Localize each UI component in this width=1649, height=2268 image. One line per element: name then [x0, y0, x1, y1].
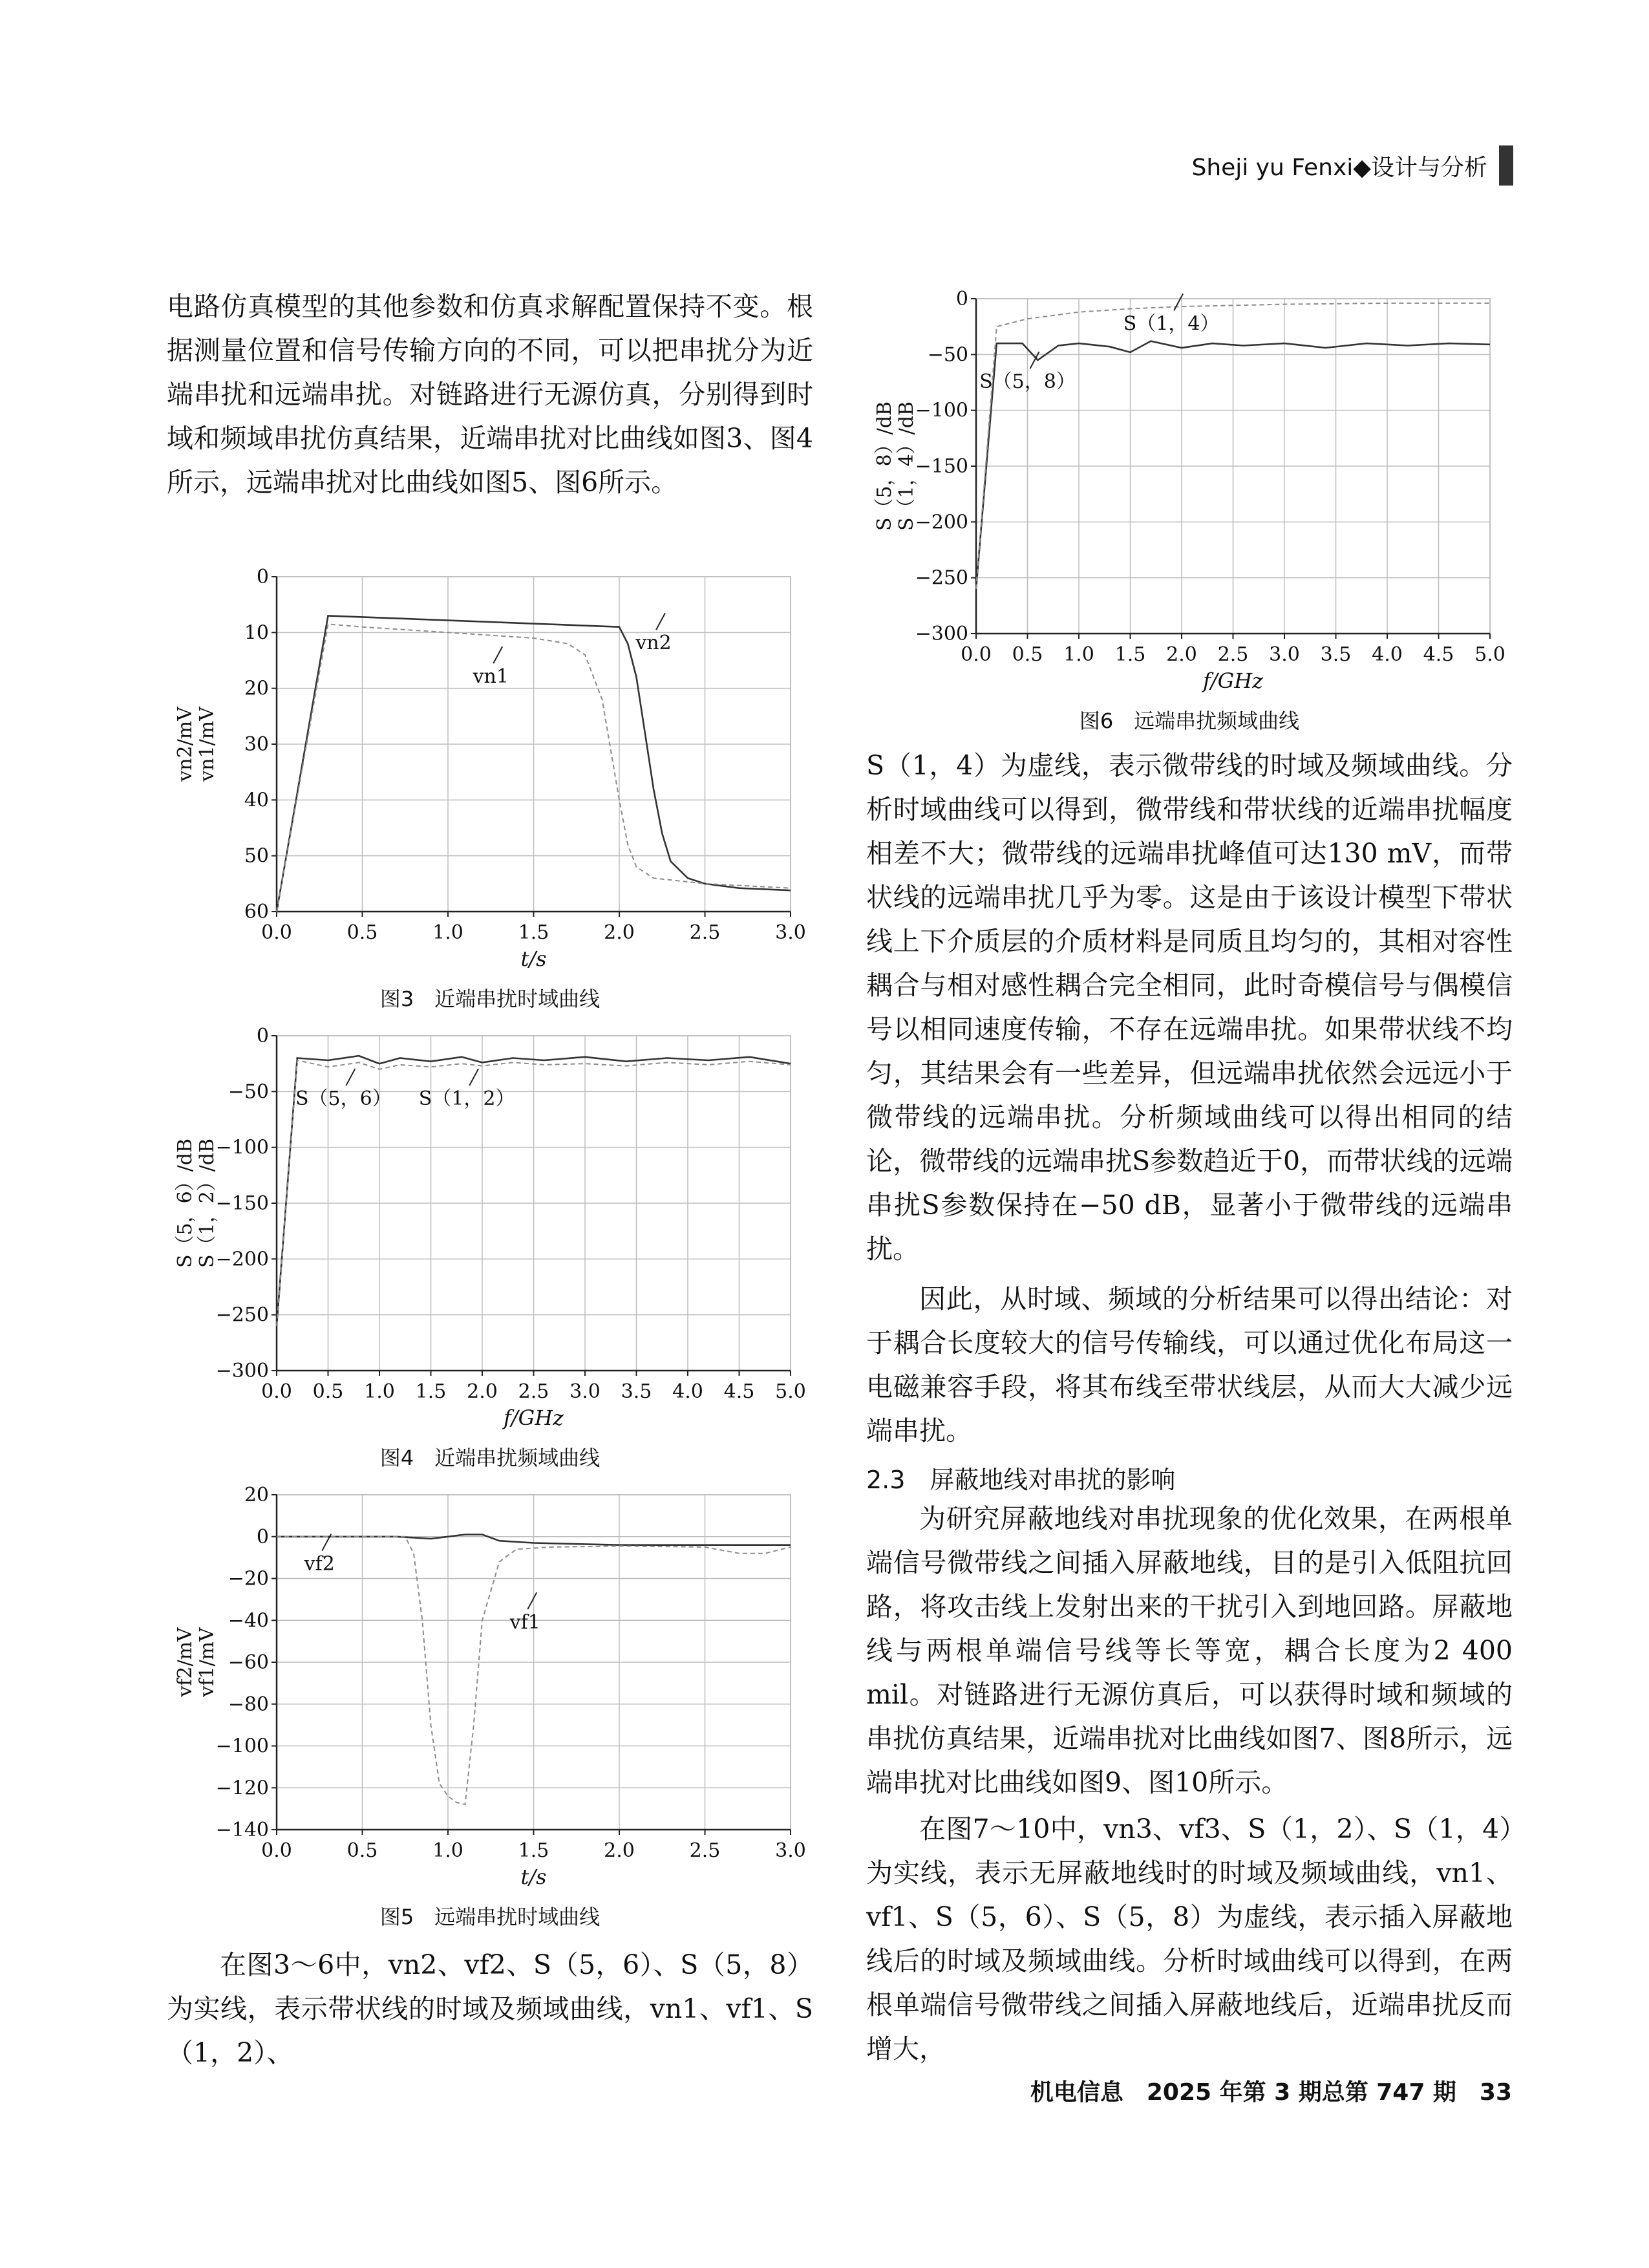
left-paragraph-2: 在图3～6中，vn2、vf2、S（5，6）、S（5，8）为实线，表示带状线的时域及频域曲线，vn1、vf1、S（1，2）、 [167, 1949, 813, 2068]
fig6-y-tick-label: −200 [915, 511, 968, 534]
fig3-x-tick-label: 2.0 [604, 921, 635, 944]
fig4-x-tick-label: 4.0 [672, 1380, 703, 1403]
fig3-y-tick-label: 40 [244, 789, 269, 812]
fig4-y-axis-label-2: S（1，2）/dB [196, 1138, 218, 1268]
fig5-y-tick-label: 0 [256, 1525, 269, 1548]
fig4-chart [167, 1022, 813, 1435]
fig5-y-tick-label: −40 [228, 1609, 269, 1632]
fig4-y-tick-label: −250 [215, 1303, 269, 1327]
fig3-y-tick-label: 30 [244, 733, 269, 756]
fig5-caption: 图5 远端串扰时域曲线 [379, 1905, 601, 1929]
fig6-y-axis-label-2: S（1，4）/dB [895, 401, 918, 531]
fig5-y-tick-label: 20 [244, 1484, 269, 1506]
running-title: Sheji yu Fenxi◆设计与分析 [1191, 154, 1487, 181]
fig4-x-axis-label: f/GHz [504, 1406, 564, 1430]
fig3-y-tick-label: 0 [256, 566, 269, 588]
fig6-curve-label-1: S（1，4） [1123, 312, 1220, 336]
fig4-x-tick-label: 5.0 [775, 1380, 806, 1403]
fig5-x-axis-label: t/s [520, 1865, 547, 1889]
fig3-x-axis-label: t/s [520, 947, 547, 971]
header-bar [1499, 145, 1513, 186]
fig4-caption: 图4 近端串扰频域曲线 [379, 1446, 601, 1470]
fig6-x-tick-label: 3.0 [1269, 643, 1300, 666]
fig6-x-tick-label: 4.0 [1372, 643, 1403, 666]
fig4-x-tick-label: 2.0 [467, 1380, 498, 1403]
fig5-x-tick-label: 2.5 [689, 1839, 721, 1862]
section-heading: 2.3 屏蔽地线对串扰的影响 [866, 1466, 1176, 1494]
right-paragraph-1: S（1，4）为虚线，表示微带线的时域及频域曲线。分析时域曲线可以得到，微带线和带状线的近端串扰幅度相差不大；微带线的远端串扰峰值可达130 mV，而带状线的远端串扰几乎为零。这是由于该设计模型下带状线上下介质层的介质材料是同质且均匀的，其相对容性耦合与相对感性耦合完全相同，此时奇模信号与偶模信号以相同速度传输，不存在远端串扰。如果带状线不均匀，其结果会有一些差异，但远端串扰依然会远远小于微带线的远端串扰。分析频域曲线可以得出相同的结论，微带线的远端串扰S参数趋近于0，而带状线的远端串扰S参数保持在−50 dB，显著小于微带线的远端串扰。 [866, 750, 1513, 1265]
right-paragraph-3: 为研究屏蔽地线对串扰现象的优化效果，在两根单端信号微带线之间插入屏蔽地线，目的是引入低阻抗回路，将攻击线上发射出来的干扰引入到地回路。屏蔽地线与两根单端信号线等长等宽，耦合长度为2 400 mil。对链路进行无源仿真后，可以获得时域和频域的串扰仿真结果，近端串扰对比曲线如图7、图8所示，远端串扰对比曲线如图9、图10所示。 [866, 1503, 1513, 1798]
fig5-curve-label-2: vf1 [509, 1611, 540, 1634]
fig6-x-axis-label: f/GHz [1203, 669, 1263, 693]
fig3-curve-label-2: vn2 [635, 632, 672, 655]
fig6-x-tick-label: 1.5 [1114, 643, 1146, 666]
fig6-y-tick-label: −250 [915, 566, 968, 590]
fig3-y-tick-label: 50 [244, 844, 269, 868]
fig6-y-tick-label: −100 [915, 399, 968, 422]
running-header [1191, 145, 1513, 186]
fig6-x-tick-label: 1.0 [1063, 643, 1094, 666]
fig5-x-tick-label: 0.0 [261, 1839, 292, 1862]
fig6-caption: 图6 远端串扰频域曲线 [1079, 709, 1300, 733]
fig3-x-tick-label: 0.5 [346, 921, 378, 944]
fig6-y-tick-label: −50 [927, 343, 968, 367]
fig6-x-tick-label: 2.0 [1166, 643, 1197, 666]
fig5-y-axis-label-1: vf2/mV [174, 1627, 197, 1697]
fig5-x-tick-label: 3.0 [775, 1839, 806, 1862]
fig4-x-tick-label: 3.0 [569, 1380, 601, 1403]
fig3-y-axis-label-2: vn1/mV [196, 707, 218, 782]
fig4-y-tick-label: −50 [228, 1080, 269, 1104]
fig5-x-tick-label: 1.0 [432, 1839, 463, 1862]
fig4-y-tick-label: −150 [215, 1192, 269, 1215]
fig6-y-tick-label: 0 [955, 288, 968, 310]
fig6-y-axis-label-1: S（5，8）/dB [873, 401, 896, 531]
fig3-curve-label-1: vn1 [473, 665, 509, 689]
fig5-x-tick-label: 1.5 [518, 1839, 549, 1862]
fig6-x-tick-label: 0.0 [961, 643, 992, 666]
fig5-curve-label-1: vf2 [304, 1552, 335, 1576]
fig6-curve-label-2: S（5，8） [979, 370, 1076, 394]
fig6-x-tick-label: 4.5 [1423, 643, 1454, 666]
fig6-chart [866, 284, 1513, 698]
fig3-y-axis-label-1: vn2/mV [174, 707, 197, 782]
fig5-x-tick-label: 0.5 [346, 1839, 378, 1862]
fig3-y-tick-label: 20 [244, 677, 269, 700]
fig4-x-tick-label: 4.5 [723, 1380, 755, 1403]
fig3-y-tick-label: 10 [244, 621, 269, 645]
fig5-y-axis-label-2: vf1/mV [196, 1627, 218, 1697]
fig4-y-axis-label-1: S（5，6）/dB [174, 1138, 197, 1268]
fig3-chart [167, 562, 813, 976]
fig4-y-tick-label: −100 [215, 1136, 269, 1159]
fig6-y-tick-label: −300 [915, 623, 968, 645]
fig6-y-tick-label: −150 [915, 455, 968, 478]
fig5-chart [167, 1481, 813, 1894]
fig4-x-tick-label: 1.5 [415, 1380, 447, 1403]
fig4-x-tick-label: 2.5 [518, 1380, 549, 1403]
fig5-y-tick-label: −20 [228, 1567, 269, 1590]
fig4-x-tick-label: 0.0 [261, 1380, 292, 1403]
fig5-y-tick-label: −120 [215, 1777, 269, 1800]
fig3-y-tick-label: 60 [244, 901, 269, 923]
fig3-x-tick-label: 0.0 [261, 921, 292, 944]
fig3-caption: 图3 近端串扰时域曲线 [379, 987, 601, 1011]
fig4-y-tick-label: 0 [256, 1025, 269, 1047]
fig5-y-tick-label: −100 [215, 1735, 269, 1758]
fig5-x-tick-label: 2.0 [604, 1839, 635, 1862]
fig6-x-tick-label: 0.5 [1012, 643, 1043, 666]
fig6-x-tick-label: 2.5 [1217, 643, 1249, 666]
fig3-x-tick-label: 3.0 [775, 921, 806, 944]
fig4-x-tick-label: 3.5 [621, 1380, 652, 1403]
left-paragraph-1: 电路仿真模型的其他参数和仿真求解配置保持不变。根据测量位置和信号传输方向的不同，可以把串扰分为近端串扰和远端串扰。对链路进行无源仿真，分别得到时域和频域串扰仿真结果，近端串扰对比曲线如图3、图4所示，远端串扰对比曲线如图5、图6所示。 [167, 291, 813, 498]
fig5-y-tick-label: −140 [215, 1819, 269, 1841]
fig4-curve-label-1: S（5，6） [295, 1087, 392, 1111]
right-paragraph-4: 在图7～10中，vn3、vf3、S（1，2）、S（1，4）为实线，表示无屏蔽地线时的时域及频域曲线，vn1、vf1、S（5，6）、S（5，8）为虚线，表示插入屏蔽地线后的时域及频域曲线。分析时域曲线可以得到，在两根单端信号微带线之间插入屏蔽地线后，近端串扰反而增大， [866, 1813, 1513, 2064]
fig4-y-tick-label: −300 [215, 1360, 269, 1382]
fig4-y-tick-label: −200 [215, 1248, 269, 1271]
fig3-x-tick-label: 1.0 [432, 921, 463, 944]
fig5-y-tick-label: −80 [228, 1693, 269, 1716]
fig3-x-tick-label: 2.5 [689, 921, 721, 944]
fig4-x-tick-label: 0.5 [312, 1380, 344, 1403]
right-paragraph-2: 因此，从时域、频域的分析结果可以得出结论：对于耦合长度较大的信号传输线，可以通过优化布局这一电磁兼容手段，将其布线至带状线层，从而大大减少远端串扰。 [866, 1283, 1513, 1446]
page-footer: 机电信息 2025 年第 3 期总第 747 期 33 [1030, 2079, 1512, 2106]
fig3-x-tick-label: 1.5 [518, 921, 549, 944]
fig6-x-tick-label: 3.5 [1320, 643, 1352, 666]
fig4-curve-label-2: S（1，2） [418, 1087, 515, 1111]
fig4-x-tick-label: 1.0 [364, 1380, 395, 1403]
fig6-x-tick-label: 5.0 [1474, 643, 1505, 666]
fig5-y-tick-label: −60 [228, 1651, 269, 1674]
